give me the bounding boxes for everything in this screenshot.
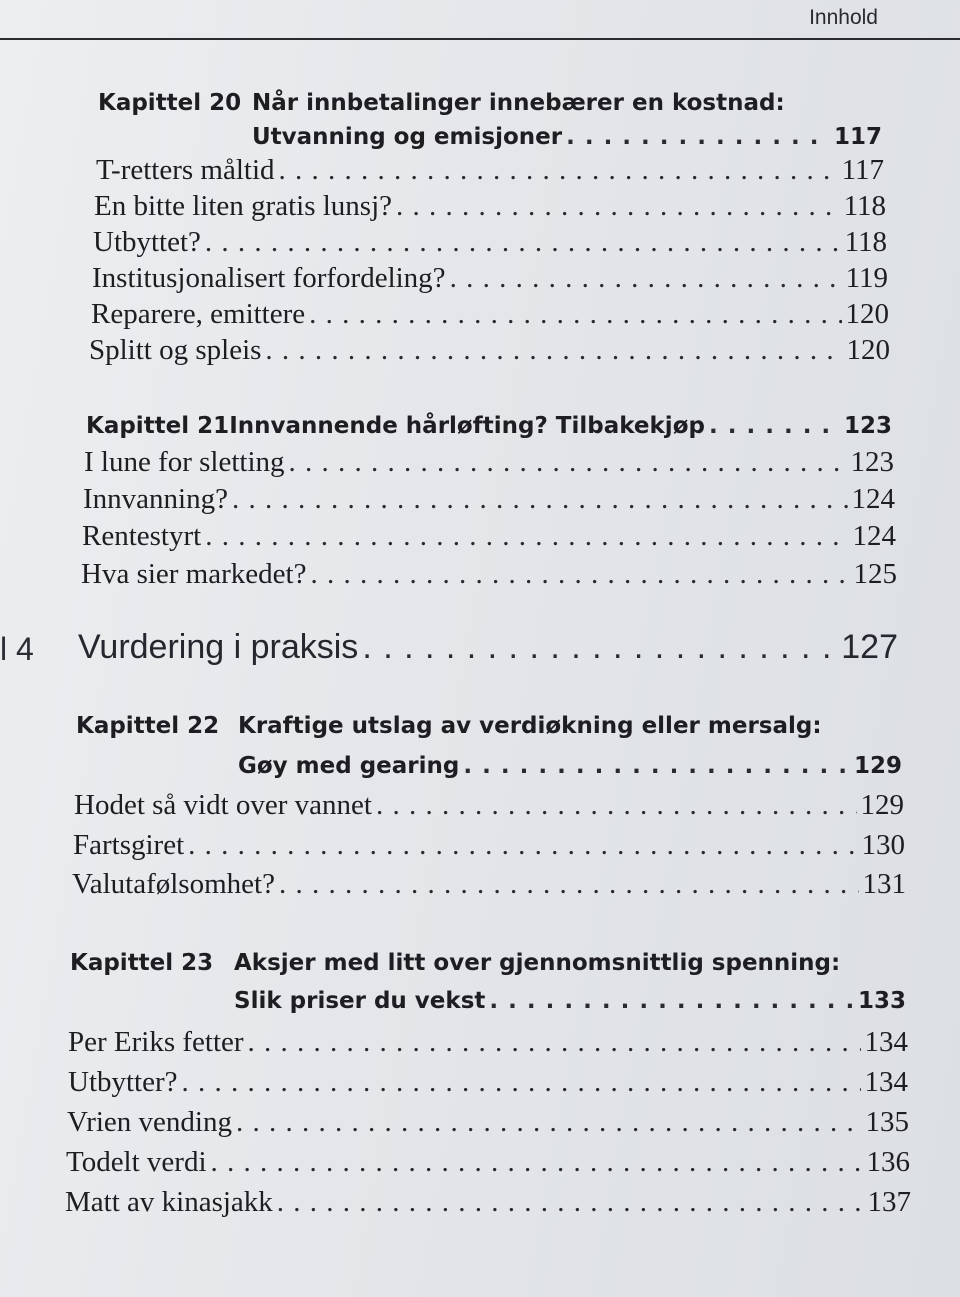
toc-entry[interactable] [81,558,897,591]
toc-entry[interactable] [72,868,906,901]
chapter-title: Innvannende hårløfting? Tilbakekjøp [229,413,705,439]
page-header-title: Innhold [809,6,878,29]
entry-title: En bitte liten gratis lunsj? [94,190,393,222]
leader-dots [396,190,840,223]
leader-dots [309,298,841,331]
page-number: 129 [860,789,904,821]
page-number: 124 [852,520,896,552]
page-number: 120 [846,334,890,366]
entry-title: Vrien vending [67,1106,232,1138]
page-number: 131 [862,868,906,900]
chapter-21-heading[interactable] [86,413,892,439]
page-number: 125 [853,558,897,590]
entry-title: Utbytter? [68,1066,178,1098]
chapter-title-line1: Kraftige utslag av verdiøkning eller mersalg: [238,713,822,739]
chapter-title-line2: Slik priser du vekst [234,988,486,1014]
part-4-heading[interactable] [78,628,898,667]
page-number: 137 [867,1186,911,1218]
page-number: 135 [865,1106,909,1138]
leader-dots [205,520,848,553]
toc-entry[interactable] [94,190,886,223]
page-number: 118 [843,190,886,222]
chapter-title-line2: Utvanning og emisjoner [252,124,563,150]
page-number: 134 [864,1026,908,1058]
entry-title: Todelt verdi [66,1146,207,1178]
leader-dots [709,413,840,439]
page-number: 119 [845,262,888,294]
entry-title: Reparere, emittere [91,298,306,330]
leader-dots [248,1026,861,1059]
entry-title: Institusjonalisert forfordeling? [92,262,446,294]
entry-title: Fartsgiret [73,829,185,861]
chapter-number: Kapittel 22 [76,713,220,739]
toc-entry[interactable] [68,1026,908,1059]
leader-dots [310,558,849,591]
chapter-23-title-row[interactable] [234,988,906,1014]
leader-dots [277,1186,864,1219]
toc-entry[interactable] [93,226,887,259]
leader-dots [188,829,857,862]
entry-title: Splitt og spleis [89,334,262,366]
page-number: 134 [864,1066,908,1098]
toc-entry[interactable] [67,1106,909,1139]
part-number: l 4 [0,631,34,667]
chapter-23-heading[interactable] [70,950,840,976]
leader-dots [236,1106,862,1139]
chapter-title-line1: Aksjer med litt over gjennomsnittlig spenning: [234,950,841,976]
toc-entry[interactable] [91,298,889,331]
toc-entry[interactable] [68,1066,908,1099]
toc-entry[interactable] [89,334,890,367]
chapter-22-heading[interactable] [76,713,822,739]
page-number: 117 [841,154,884,186]
leader-dots [232,483,848,516]
toc-entry[interactable] [92,262,888,295]
page-number: 123 [850,446,894,478]
leader-dots [279,868,859,901]
leader-dots [463,753,850,779]
leader-dots [205,226,841,259]
page-number: 129 [853,753,902,779]
toc-entry[interactable] [84,446,894,479]
page-number: 117 [833,124,882,150]
chapter-20-heading[interactable] [98,90,785,116]
toc-entry[interactable] [96,154,884,187]
toc-entry[interactable] [74,789,904,822]
chapter-number: Kapittel 20 [98,90,242,116]
page-number: 136 [866,1146,910,1178]
leader-dots [376,789,857,822]
toc-entry[interactable] [82,520,896,553]
page-number: 124 [851,483,895,515]
chapter-number: Kapittel 23 [70,950,214,976]
page-number: 123 [843,413,892,439]
leader-dots [289,446,847,479]
page-number: 130 [861,829,905,861]
leader-dots [489,988,854,1014]
entry-title: Rentestyrt [82,520,202,552]
toc-entry[interactable] [65,1186,911,1219]
entry-title: Utbyttet? [93,226,201,258]
toc-entry[interactable] [73,829,905,862]
entry-title: Matt av kinasjakk [65,1186,273,1218]
entry-title: I lune for sletting [84,446,285,478]
entry-title: Hva sier markedet? [81,558,307,590]
leader-dots [450,262,842,295]
chapter-title-line1: Når innbetalinger innebærer en kostnad: [252,90,785,116]
page-number: 133 [857,988,906,1014]
toc-entry[interactable] [83,483,895,516]
entry-title: Per Eriks fetter [68,1026,244,1058]
entry-title: T-retters måltid [96,154,275,186]
entry-title: Valutafølsomhet? [72,868,275,900]
leader-dots [279,154,838,187]
leader-dots [182,1066,861,1099]
leader-dots [362,628,837,667]
toc-entry[interactable] [66,1146,910,1179]
page-number: 120 [845,298,889,330]
page-number: 127 [841,628,898,666]
entry-title: Innvanning? [83,483,228,515]
chapter-20-title-row[interactable] [252,124,882,150]
chapter-number: Kapittel 21 [86,413,230,439]
part-title: Vurdering i praksis [78,628,359,666]
leader-dots [211,1146,863,1179]
page-number: 118 [844,226,887,258]
leader-dots [265,334,842,367]
leader-dots [566,124,830,150]
chapter-title-line2: Gøy med gearing [238,753,460,779]
chapter-22-title-row[interactable] [238,753,902,779]
entry-title: Hodet så vidt over vannet [74,789,372,821]
